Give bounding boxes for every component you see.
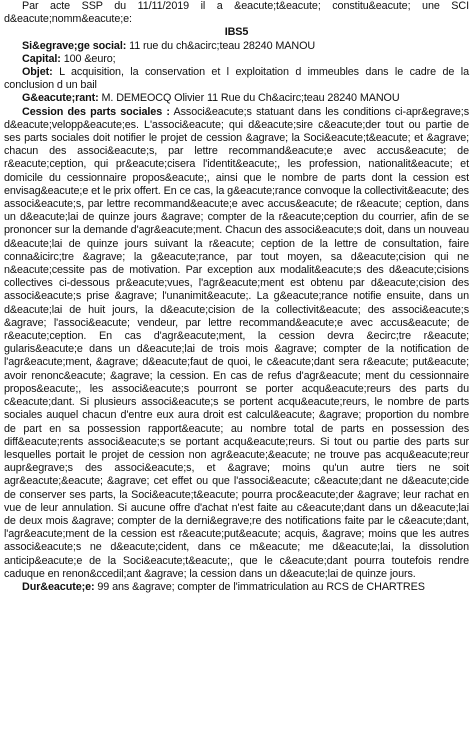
- cession-paragraph: [4, 106, 469, 581]
- siege-label: Si&egrave;ge social:: [22, 39, 127, 52]
- capital-line: [4, 53, 469, 66]
- capital-value: 100 &euro;: [63, 52, 116, 65]
- cession-label: Cession des parts sociales :: [22, 105, 170, 118]
- cession-text: Associ&eacute;s statuant dans les conditions ci-apr&egrave;s d&eacute;velopp&eacute;es. L'associ&eacute; qui d&eacute;sire c&eacute;der tout ou partie de ses parts sociales doit notifier le projet de cession &agrave; la Soci&eacute;t&eacute; et &agrave; chacun des associ&eacute;s, par lettre recommand&eacute;e avec accus&eacute; de r&eacute;ception, qui pr&eacute;cisera l'identit&eacute;, les profession, nationalit&eacute; et domicile du cessionnaire propos&eacute;, ainsi que le nombre de parts dont la cession est envisag&eacute;e et le prix offert. En ce cas, la g&eacute;rance convoque la collectivit&eacute; des associ&eacute;s, par lettre recommand&eacute;e avec accus&eacute; de r&eacute; ception, dans un d&eacute;lai de quinze jours &agrave; compter de la r&eacute;ception du courrier, afin de se prononcer sur la demande d'agr&eacute;ment. Chacun des associ&eacute;s doit, dans un nouveau d&eacute;lai de quinze jours suivant la r&eacute; ception de la lettre de consultation, faire conna&icirc;tre &agrave; la g&eacute;rance, par tout moyen, sa d&eacute;cision qui ne n&eacute;cessite pas de motivation. Par exception aux modalit&eacute;s des d&eacute;cisions collectives ci-dessous pr&eacute;vues, l'agr&eacute;ment est obtenu par d&eacute;cision des associ&eacute;s prise &agrave; l'unanimit&eacute;. La g&eacute;rance notifie ensuite, dans un d&eacute;lai de huit jours, la d&eacute;cision de la collectivit&eacute; des associ&eacute;s &agrave; l'associ&eacute; vendeur, par lettre recommand&eacute;e avec accus&eacute; de r&eacute;ception. En cas d'agr&eacute;ment, la cession devra &ecirc;tre r&eacute; gularis&eacute;e dans un d&eacute;lai de trois mois &agrave; compter de la notification de l'agr&eacute;ment, &agrave; d&eacute;faut de quoi, le c&eacute;dant sera r&eacute; put&eacute; avoir renonc&eacute; &agrave; la cession. En cas de refus d'agr&eacute; ment du cessionnaire propos&eacute;, les associ&eacute;s pourront se porter acqu&eacute;reurs des parts du c&eacute;dant. Si plusieurs associ&eacute;s se portent acqu&eacute;reurs, le nombre de parts sociales auquel chacun d'entre eux aura droit est calcul&eacute; &agrave; proportion du nombre de part en sa possession rapport&eacute; au nombre total de parts en possession des diff&eacute;rents associ&eacute;s se portant acqu&eacute;reurs. Si tout ou partie des parts sur lesquelles portait le projet de cession non agr&eacute;&eacute; ne trouve pas acqu&eacute;reur aupr&egrave;s des associ&eacute;s, et &agrave; moins qu'un autre tiers ne soit agr&eacute;&eacute; &agrave; cet effet ou que l'associ&eacute; c&eacute;dant ne d&eacute;cide de conserver ses parts, la Soci&eacute;t&eacute; pourra proc&eacute;der &agrave; leur rachat en vue de leur annulation. Si aucune offre d'achat n'est faite au c&eacute;dant dans un d&eacute;lai de deux mois &agrave; compter de la derni&egrave;re des notifications faite par le c&eacute;dant, l'agr&eacute;ment de la cession est r&eacute;put&eacute; acquis, &agrave; moins que les autres associ&eacute;s ne d&eacute;cident, dans ce m&eacute; me d&eacute;lai, la dissolution anticip&eacute;e de la Soci&eacute;t&eacute;, que le c&eacute;dant pourra toutefois rendre caduque en renon&ccedil;ant &agrave; la cession dans un d&eacute;lai de quinze jours.: [4, 105, 469, 580]
- objet-label: Objet:: [22, 66, 53, 79]
- gerant-value: M. DEMEOCQ Olivier 11 Rue du Ch&acirc;teau 28240 MANOU: [101, 92, 400, 105]
- gerant-label: G&eacute;rant:: [22, 92, 99, 105]
- company-name: IBS5: [224, 26, 249, 39]
- duree-value: 99 ans &agrave; compter de l'immatriculation au RCS de CHARTRES: [97, 580, 425, 593]
- gerant-line: [4, 92, 469, 105]
- objet-line: [4, 66, 469, 92]
- siege-line: [4, 40, 469, 53]
- objet-value: L acquisition, la conservation et l exploitation d immeubles dans le cadre de la conclusion d un bail: [4, 66, 469, 92]
- intro-paragraph: [4, 0, 469, 26]
- duree-label: Dur&eacute;e:: [22, 580, 95, 593]
- capital-label: Capital:: [22, 52, 61, 65]
- siege-value: 11 rue du ch&acirc;teau 28240 MANOU: [129, 39, 316, 52]
- duree-line: [4, 581, 469, 594]
- intro-text: Par acte SSP du 11/11/2019 il a &eacute;t&eacute; constitu&eacute; une SCI d&eacute;nomm&eacute;e:: [4, 0, 469, 26]
